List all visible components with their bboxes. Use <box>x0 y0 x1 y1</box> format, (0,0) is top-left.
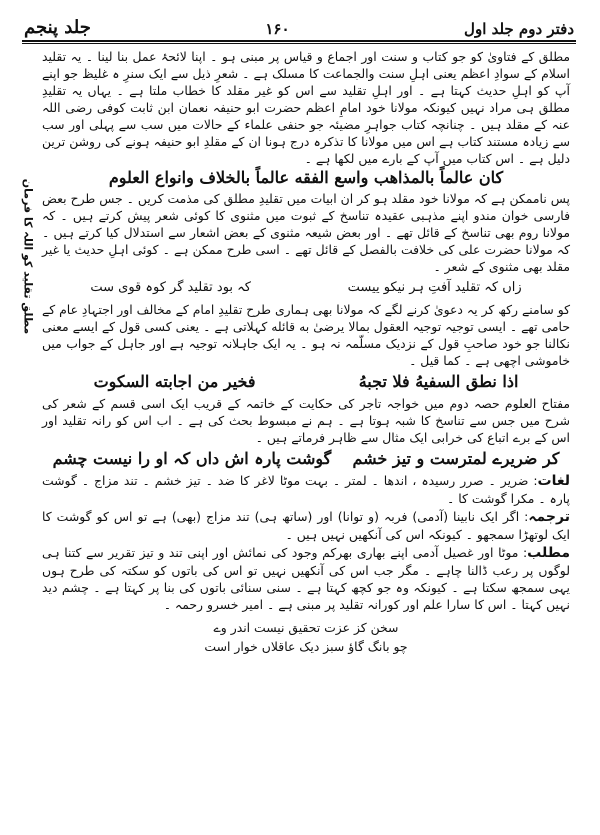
verse-couplet-2 <box>42 373 570 390</box>
verse-couplet-1 <box>42 279 570 296</box>
lughat-text: : ضریر ۔ صرر رسیدہ ، اندھا ۔ لمتر ۔ بہت موٹا لاغر کا ضد ۔ تیز خشم ۔ تند مزاج ۔ گوشت پارہ ۔ مکرا گوشت کا ۔ <box>42 473 570 506</box>
verse-3-second-half: گوشت پارہ اش داں کہ او را نیست چشم <box>52 449 332 468</box>
verse-1-second-half: کہ بود تقلید گر کوہ قوی ست <box>90 280 251 295</box>
verse-2-first-half: اذا نطق السفیهُ فلا تجبهُ <box>358 372 519 391</box>
matlab-section <box>42 544 570 613</box>
tarjuma-label: ترجمہ <box>528 509 570 525</box>
paragraph-1: مطلق کے فتاویٰ کو جو کتاب و سنت اور اجماع و قیاس پر مبنی ہو ۔ اپنا لائحۂ عمل بنا لینا ۔ یہ تقلید اسلام کے سوادِ اعظم یعنی اہلِ سنت والجماعت کا مسلک ہے ۔ شعرِ ذیل سے ایک سنرِ ہ غلیظ جو اپنے آپ کو اہلِ حدیث کہتا ہے ۔ اور اہلِ تقلید سے اس کو غیر مقلد کا خطاب ملتا ہے ۔ یہاں یہ تقلیدِ مطلق ہی مراد نہیں کیونکہ مولانا خود امامِ اعظم حضرت ابو حنیفہ نعمان ابن ثابت کوفی رضی اللہ عنہ کے مقلد ہیں ۔ چنانچہ کتاب جواہرِ مضیئہ جو حنفی علماء کے حالات میں سب سے پہلی اور سب سے زیادہ مستند کتاب ہے اس میں مولانا کا تذکرہ درج ہونا ان کے مقلدِ ابو حنیفہ ہونے کی روشن ترین دلیل ہے ۔ اس کتاب میں آپ کے بارے میں لکھا ہے ۔ <box>42 49 570 166</box>
verse-2-second-half: فخیر من اجابته السکوت <box>93 372 256 391</box>
margin-note: مطلق تقلید کو اللہ کا فرمان <box>21 178 35 335</box>
verse-couplet-3 <box>42 450 570 467</box>
tarjuma-text: : اگر ایک نابینا (آدمی) فربہ (و توانا) اور (ساتھ ہی) تند مزاج (بھی) ہے تو اس کو گوشت کا ایک لوتھڑا سمجھو ۔ کیونکہ اس کی آنکھیں نہیں ہیں ۔ <box>42 509 570 542</box>
verse-3-first-half: کر ضریرے لمترست و تیز خشم <box>352 449 560 468</box>
closing-line-2: چو بانگ گاؤ سبز دیک عاقلاں خوار است <box>204 639 408 654</box>
closing-couplet <box>42 618 570 656</box>
header-rule <box>22 40 576 42</box>
page-header <box>24 4 574 38</box>
closing-line-1: سخن کز عزت تحقیق نیست اندر وے <box>213 620 399 635</box>
verse-1-first-half: زاں کہ تقلید آفتِ ہر نیکو ییست <box>347 280 522 295</box>
matlab-label: مطلب <box>527 545 570 561</box>
page-number: ۱۶۰ <box>265 20 290 38</box>
book-title: دفتر دوم جلد اول <box>464 20 574 38</box>
paragraph-3: کو سامنے رکھ کر یہ دعویٰ کرنے لگے کہ مولانا بھی ہماری طرح تقلیدِ امام کے مخالف اور اجتہادِ عام کے حامی تھے ۔ ایسی توجیہ توجیہ العقول بمالا یرضیٰ به قائله کہلاتی ہے ۔ یعنی کسی قول کے ایسے معنی نکالنا جو خود صاحبِ قول کے نزدیک مسلّمہ نہ ہو ۔ یہ ایک جاہلانہ توجیہ ہے اور جاہل کے جواب میں خاموشی اچھی ہے ۔ کما قیل ۔ <box>42 302 570 368</box>
header-rule-thin <box>22 43 576 44</box>
paragraph-2: پس ناممکن ہے کہ مولانا خود مقلد ہو کر ان ابیات میں تقلیدِ مطلق کی مذمت کریں ۔ جس طرح بعض فارسی خوان مندو اپنے مذہبی عقیدہ تناسخ کے ثبوت میں مثنوی کا کوئی شعر پیش کرتے ہیں ۔ کہ مولانا روم بھی تناسخ کے قائل تھے ۔ اور بعض شیعہ مثنوی کے بعض اشعار سے استدلال کیا کرتے ہیں ۔ کہ مولانا حضرت علی کی خلافت بالفصل کے قائل تھے ۔ اسی طرح ممکن ہے ۔ کوئی اہلِ حدیث یا غیر مقلد بھی مثنوی کے شعر ۔ <box>42 191 570 274</box>
paragraph-4: مفتاح العلوم حصہ دوم میں خواجہ تاجر کی حکایت کے خاتمہ کے قریب ایک اسی قسم کے شعر کی شرح میں جس سے تناسخ کا شبہ ہوتا ہے ۔ ہم نے مبسوط بحث کی ہے ۔ اب اس کو رانہ تقلید اور اس کے برے اتباع کی خرابی ایک مثال سے ظاہر فرماتے ہیں ۔ <box>42 396 570 445</box>
page-body <box>42 48 570 813</box>
tarjuma-section <box>42 508 570 543</box>
lughat-section <box>42 472 570 507</box>
arabic-quote: کان عالماً بالمذاھب واسع الفقه عالماً بالخلاف وانواع العلوم <box>108 168 504 187</box>
matlab-text: : موٹا اور غصیل آدمی اپنے بھاری بھرکم وجود کی نمائش اور اپنی تند و تیز تقریر سے کتنا ہی لوگوں پر رعب ڈالنا چاہے ۔ مگر جب اس کی آنکھیں نہیں تو اس کی باتوں کو سکتہ کی طرح ہوں یہی سمجھ سکتا ہے ۔ کیونکہ وہ جو کچھ کہتا ہے ۔ سنی سنائی باتوں کی بنا پر کہتا ہے ۔ چشم دید نہیں کہتا ۔ اس کا سارا علم اور کورانہ تقلید پر مبنی ہے ۔ امیر خسرو رحمہ ۔ <box>42 545 570 612</box>
lughat-label: لغات <box>537 473 570 489</box>
volume-title: جلد پنجم <box>24 17 91 38</box>
